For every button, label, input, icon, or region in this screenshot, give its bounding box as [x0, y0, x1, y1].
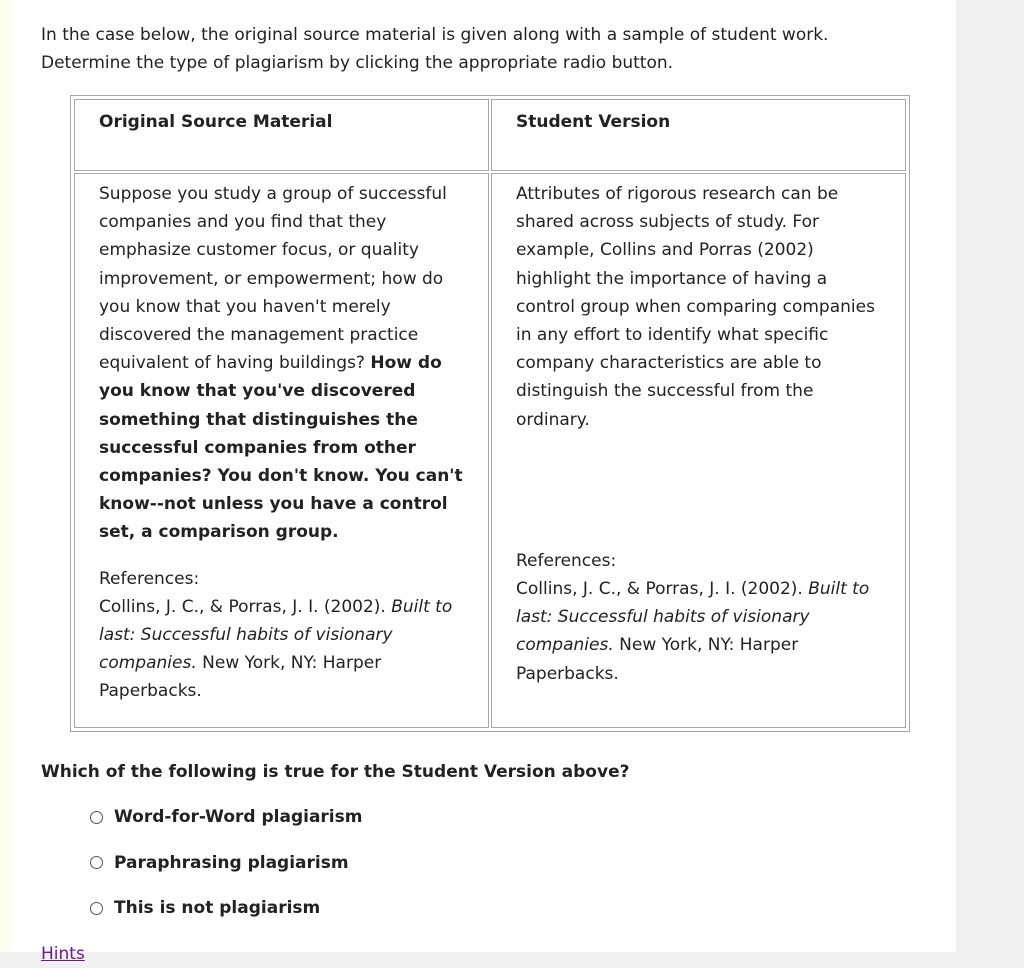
reference-publisher: New York, NY: Harper Paperbacks. — [516, 635, 799, 684]
option-label[interactable]: Word-for-Word plagiarism — [114, 807, 363, 827]
reference-publisher: New York, NY: Harper Paperbacks. — [99, 653, 382, 702]
reference-authors: Collins, J. C., & Porras, J. I. (2002). — [516, 579, 803, 600]
question-text: Which of the following is true for the Student Version above? — [41, 762, 630, 782]
instructions-line-1: In the case below, the original source material is given along with a sample of student work. — [41, 25, 829, 45]
original-references — [99, 565, 466, 706]
reference-entry — [99, 593, 466, 706]
student-references — [516, 547, 883, 688]
references-label: References: — [516, 550, 617, 571]
option-word-for-word[interactable] — [90, 803, 362, 831]
reference-title: Built to last: Successful habits of visionary companies. — [99, 596, 453, 674]
table-header-row — [73, 98, 907, 172]
original-source-header: Original Source Material — [74, 99, 489, 171]
table-body-row — [73, 172, 907, 729]
references-label: References: — [99, 568, 200, 589]
instructions-line-2: Determine the type of plagiarism by clicking the appropriate radio button. — [41, 53, 674, 73]
original-bold-text: How do you know that you've discovered something that distinguishes the successful companies from other companies? You don't know. You can't know--not unless you have a control set, a comparison group. — [99, 353, 463, 543]
page-content — [12, 0, 956, 964]
answer-options — [90, 803, 362, 940]
reference-entry — [516, 575, 883, 688]
case-table — [70, 95, 910, 732]
hints-link[interactable]: Hints — [41, 944, 85, 964]
option-paraphrasing[interactable] — [90, 849, 362, 877]
original-plain-text: Suppose you study a group of successful companies and you find that they emphasize customer focus, or quality improvement, or empowerment; how do you know that you haven't merely discovered the management practice equivalent of having buildings? — [99, 184, 447, 374]
student-version-text: Attributes of rigorous research can be shared across subjects of study. For example, Collins and Porras (2002) highlight the importance of having a control group when comparing companies in any effort to identify what specific company characteristics are able to distinguish the successful from the ordinary. — [516, 184, 875, 430]
instructions — [41, 21, 941, 77]
radio-button[interactable] — [90, 811, 103, 824]
radio-button[interactable] — [90, 856, 103, 869]
original-source-cell — [74, 173, 489, 728]
reference-authors: Collins, J. C., & Porras, J. I. (2002). — [99, 596, 386, 617]
reference-title: Built to last: Successful habits of visionary companies. — [516, 579, 870, 656]
option-label[interactable]: Paraphrasing plagiarism — [114, 852, 349, 873]
left-margin-strip — [0, 0, 12, 952]
option-not-plagiarism[interactable] — [90, 894, 362, 922]
original-source-text — [99, 180, 466, 547]
student-version-header: Student Version — [491, 99, 906, 171]
option-label[interactable]: This is not plagiarism — [114, 898, 321, 918]
radio-button[interactable] — [90, 902, 103, 915]
student-version-cell — [491, 173, 906, 728]
